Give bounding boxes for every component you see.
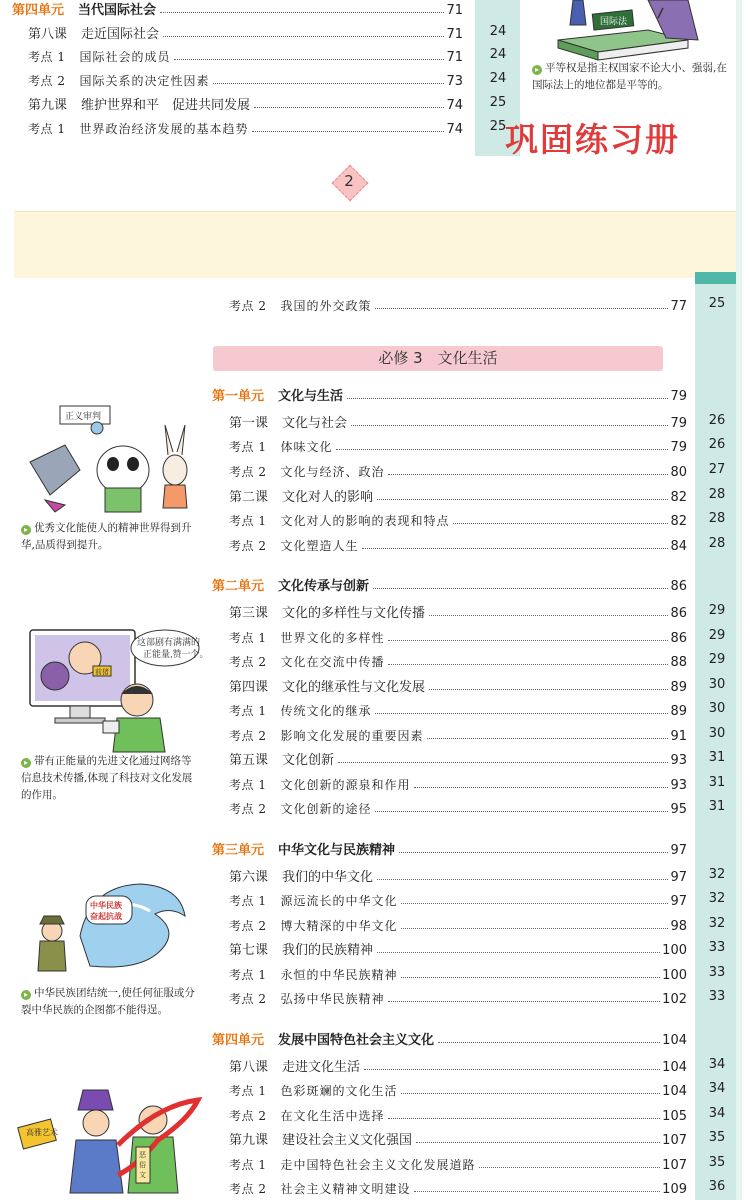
overlay-title: 巩固练习册 xyxy=(505,120,680,159)
toc-label: 考点 2 xyxy=(229,539,267,553)
toc-label: 第一单元 xyxy=(212,389,265,404)
toc-label: 考点 2 xyxy=(229,465,267,479)
toc-title: 文化在交流中传播 xyxy=(280,655,385,669)
top-toc-title: 国际社会的成员 xyxy=(79,50,171,65)
toc-page: 97 xyxy=(670,843,687,858)
svg-text:前猪: 前猪 xyxy=(95,669,109,676)
dot-leader xyxy=(388,1001,660,1002)
dot-leader xyxy=(429,615,668,616)
dot-leader xyxy=(377,952,660,953)
toc-row[interactable] xyxy=(212,1024,687,1048)
toc-title: 文化对人的影响的表现和特点 xyxy=(280,514,450,528)
top-toc-page: 74 xyxy=(446,97,463,113)
top-toc-answer-page: 24 xyxy=(489,47,507,63)
toc-title: 文化创新的途径 xyxy=(280,802,372,816)
toc-label: 第一课 xyxy=(229,416,269,431)
toc-page: 107 xyxy=(662,1133,687,1148)
toc-title: 影响文化发展的重要因素 xyxy=(280,729,424,743)
top-toc-label: 第八课 xyxy=(28,26,68,42)
toc-page: 100 xyxy=(662,943,687,958)
toc-page: 82 xyxy=(670,490,687,505)
toc-label: 考点 2 xyxy=(229,1182,267,1196)
toc-label: 第三单元 xyxy=(212,843,265,858)
toc-answer-page: 34 xyxy=(708,1106,726,1121)
dot-leader xyxy=(427,738,668,739)
toc-label: 第六课 xyxy=(229,870,269,885)
toc-answer-page: 33 xyxy=(708,940,726,955)
toc-row[interactable] xyxy=(229,505,687,529)
toc-label: 考点 1 xyxy=(229,440,267,454)
svg-text:恶: 恶 xyxy=(139,1152,146,1159)
arrow-bullet-icon: ▸ xyxy=(21,758,31,768)
toc-title: 体味文化 xyxy=(280,440,333,454)
arrow-bullet-icon: ▸ xyxy=(21,525,31,535)
toc-answer-page: 34 xyxy=(708,1057,726,1072)
top-toc-page: 73 xyxy=(446,74,463,90)
toc-row[interactable] xyxy=(229,983,687,1007)
dot-leader xyxy=(388,474,668,475)
svg-text:高雅艺术: 高雅艺术 xyxy=(26,1128,58,1137)
wave-resistance-illustration xyxy=(30,876,190,976)
toc-row[interactable] xyxy=(229,1075,687,1099)
toc-label: 考点 1 xyxy=(229,968,267,982)
toc-title: 传统文化的继承 xyxy=(280,704,372,718)
toc-label: 第三课 xyxy=(229,606,269,621)
toc-row[interactable] xyxy=(229,959,687,983)
top-toc-title: 世界政治经济发展的基本趋势 xyxy=(79,121,249,136)
toc-label: 考点 1 xyxy=(229,514,267,528)
top-toc-label: 考点 1 xyxy=(28,50,66,65)
toc-label: 考点 2 xyxy=(229,919,267,933)
toc-page: 104 xyxy=(662,1033,687,1048)
toc-answer-page: 33 xyxy=(708,965,726,980)
section-header: 必修 3 文化生活 xyxy=(213,346,663,371)
dot-leader xyxy=(401,903,668,904)
toc-label: 第五课 xyxy=(229,753,269,768)
toc-label: 考点 1 xyxy=(229,631,267,645)
toc-answer-page: 29 xyxy=(708,603,726,618)
toc-page: 104 xyxy=(662,1060,687,1075)
page-divider-band xyxy=(14,211,736,278)
toc-page: 86 xyxy=(670,631,687,646)
toc-page: 100 xyxy=(662,968,687,983)
toc-label: 考点 1 xyxy=(229,704,267,718)
toc-row[interactable] xyxy=(229,934,687,958)
top-toc-answer-page: 25 xyxy=(489,118,507,134)
toc-page: 109 xyxy=(662,1182,687,1197)
toc-answer-page: 32 xyxy=(708,867,726,882)
toc-title: 建设社会主义文化强国 xyxy=(282,1133,413,1148)
toc-title: 文化创新的源泉和作用 xyxy=(280,778,411,792)
dot-leader xyxy=(377,879,668,880)
toc-page: 82 xyxy=(670,514,687,529)
panda-justice-illustration xyxy=(25,400,200,518)
toc-page: 95 xyxy=(670,802,687,817)
arrow-bullet-icon: ▸ xyxy=(21,990,31,1000)
top-toc-page: 71 xyxy=(446,26,463,42)
dot-leader xyxy=(163,36,444,37)
toc-row[interactable] xyxy=(229,793,687,817)
toc-row[interactable] xyxy=(229,1173,687,1197)
toc-row[interactable] xyxy=(229,530,687,554)
toc-page: 98 xyxy=(670,919,687,934)
dot-leader xyxy=(388,1118,660,1119)
toc-title: 色彩斑斓的文化生活 xyxy=(280,1084,398,1098)
toc-page: 102 xyxy=(662,992,687,1007)
toc-row[interactable] xyxy=(229,861,687,885)
toc-page: 89 xyxy=(670,680,687,695)
dot-leader xyxy=(453,523,668,524)
culture-choice-illustration xyxy=(18,1085,203,1195)
page-number-badge xyxy=(331,164,367,200)
svg-text:中华民族: 中华民族 xyxy=(90,901,122,910)
dot-leader xyxy=(388,664,668,665)
top-toc-page: 71 xyxy=(446,3,463,18)
toc-row[interactable] xyxy=(229,1100,687,1124)
svg-text:正能量,赞一个。: 正能量,赞一个。 xyxy=(143,649,209,659)
illustration-caption-2: ▸ 带有正能量的先进文化通过网络等信息技术传播,体现了科技对文化发展的作用。 xyxy=(21,755,193,801)
computer-positive-energy-illustration xyxy=(25,626,209,752)
dot-leader xyxy=(174,59,444,60)
toc-title: 社会主义精神文明建设 xyxy=(280,1182,411,1196)
toc-label: 第四单元 xyxy=(212,1033,265,1048)
top-toc-title: 走近国际社会 xyxy=(81,26,160,42)
toc-answer-page: 28 xyxy=(708,536,726,551)
top-toc-page: 74 xyxy=(446,121,463,137)
top-toc-row[interactable] xyxy=(28,113,463,137)
toc-row[interactable] xyxy=(229,1051,687,1075)
toc-answer-page: 34 xyxy=(708,1081,726,1096)
toc-answer-page: 33 xyxy=(708,989,726,1004)
continuation-row[interactable]: 考点 2 我国的外交政策 77 xyxy=(229,299,687,314)
international-law-illustration xyxy=(548,0,708,60)
toc-title: 文化与社会 xyxy=(282,416,348,431)
toc-answer-page: 35 xyxy=(708,1155,726,1170)
toc-row[interactable] xyxy=(229,695,687,719)
toc-title: 文化塑造人生 xyxy=(280,539,359,553)
toc-page: 107 xyxy=(662,1158,687,1173)
toc-title: 在文化生活中选择 xyxy=(280,1109,385,1123)
toc-title: 文化的多样性与文化传播 xyxy=(282,606,426,621)
illustration-caption-1: ▸ 优秀文化能使人的精神世界得到升华,品质得到提升。 xyxy=(21,522,192,551)
dot-leader xyxy=(254,107,444,108)
dot-leader xyxy=(479,1167,660,1168)
toc-page: 88 xyxy=(670,655,687,670)
toc-row[interactable] xyxy=(212,834,687,858)
dot-leader xyxy=(252,131,444,132)
top-caption: ▸ 平等权是指主权国家不论大小、强弱,在国际法上的地位都是平等的。 xyxy=(532,62,727,91)
answer-tab xyxy=(695,272,736,284)
top-toc-answer-page: 24 xyxy=(489,71,507,87)
dot-leader xyxy=(347,398,668,399)
top-toc-answer-page: 24 xyxy=(489,23,507,39)
toc-page: 84 xyxy=(670,539,687,554)
toc-title: 源远流长的中华文化 xyxy=(280,894,398,908)
toc-page: 93 xyxy=(670,753,687,768)
toc-answer-page: 32 xyxy=(708,916,726,931)
svg-text:正义审判: 正义审判 xyxy=(65,411,102,421)
dot-leader xyxy=(364,1069,660,1070)
dot-leader xyxy=(373,588,668,589)
dot-leader xyxy=(375,811,668,812)
toc-title: 走进文化生活 xyxy=(282,1060,361,1075)
toc-row[interactable] xyxy=(212,570,687,594)
toc-page: 79 xyxy=(670,416,687,431)
toc-page: 91 xyxy=(670,729,687,744)
dot-leader xyxy=(401,977,660,978)
illustration-caption-3: ▸ 中华民族团结统一,使任何征服或分裂中华民族的企图都不能得逞。 xyxy=(21,987,195,1016)
dot-leader xyxy=(377,499,668,500)
top-toc-label: 第九课 xyxy=(28,97,68,113)
toc-page: 93 xyxy=(670,778,687,793)
toc-title: 文化对人的影响 xyxy=(282,490,374,505)
continuation-num: 25 xyxy=(708,296,726,311)
toc-answer-page: 30 xyxy=(708,677,726,692)
top-toc-label: 考点 1 xyxy=(28,121,66,136)
top-toc-page: 71 xyxy=(446,50,463,66)
toc-row[interactable] xyxy=(229,646,687,670)
toc-label: 考点 2 xyxy=(229,1109,267,1123)
toc-answer-page: 31 xyxy=(708,750,726,765)
toc-answer-page: 32 xyxy=(708,891,726,906)
toc-answer-page: 27 xyxy=(708,462,726,477)
arrow-bullet-icon: ▸ xyxy=(532,65,542,75)
top-toc-title: 当代国际社会 xyxy=(78,3,157,18)
dot-leader xyxy=(438,1042,660,1043)
toc-title: 发展中国特色社会主义文化 xyxy=(278,1033,435,1048)
dot-leader xyxy=(401,928,668,929)
toc-answer-page: 31 xyxy=(708,775,726,790)
toc-label: 考点 2 xyxy=(229,802,267,816)
toc-row[interactable] xyxy=(229,1124,687,1148)
toc-title: 世界文化的多样性 xyxy=(280,631,385,645)
top-toc-label: 第四单元 xyxy=(12,3,65,18)
toc-answer-page: 31 xyxy=(708,799,726,814)
toc-answer-page: 30 xyxy=(708,726,726,741)
toc-label: 第二课 xyxy=(229,490,269,505)
page-number: 2 xyxy=(344,172,354,190)
toc-page: 80 xyxy=(670,465,687,480)
toc-title: 文化传承与创新 xyxy=(278,579,370,594)
toc-answer-page: 36 xyxy=(708,1179,726,1194)
dot-leader xyxy=(213,83,444,84)
dot-leader xyxy=(416,1142,660,1143)
toc-label: 第八课 xyxy=(229,1060,269,1075)
toc-title: 弘扬中华民族精神 xyxy=(280,992,385,1006)
toc-title: 博大精深的中华文化 xyxy=(280,919,398,933)
dot-leader xyxy=(375,713,668,714)
toc-row[interactable] xyxy=(229,597,687,621)
top-toc-answer-page: 25 xyxy=(489,94,507,110)
svg-text:文: 文 xyxy=(139,1172,146,1179)
toc-answer-page: 28 xyxy=(708,487,726,502)
top-toc-row[interactable] xyxy=(28,18,463,42)
toc-label: 考点 2 xyxy=(229,729,267,743)
toc-page: 97 xyxy=(670,894,687,909)
dot-leader xyxy=(388,640,668,641)
dot-leader xyxy=(336,449,668,450)
dot-leader xyxy=(414,787,668,788)
toc-row[interactable] xyxy=(229,885,687,909)
toc-answer-page: 30 xyxy=(708,701,726,716)
svg-text:俗: 俗 xyxy=(139,1162,146,1169)
svg-text:奋起抗战: 奋起抗战 xyxy=(90,912,122,921)
toc-title: 走中国特色社会主义文化发展道路 xyxy=(280,1158,476,1172)
dot-leader xyxy=(401,1093,660,1094)
toc-page: 89 xyxy=(670,704,687,719)
top-toc-row[interactable] xyxy=(28,41,463,65)
top-toc-row[interactable] xyxy=(28,65,463,89)
page-edge xyxy=(736,0,742,1200)
dot-leader xyxy=(414,1191,660,1192)
book-label: 国际法 xyxy=(600,16,628,26)
toc-row[interactable] xyxy=(229,622,687,646)
toc-label: 考点 1 xyxy=(229,1084,267,1098)
toc-row[interactable] xyxy=(229,481,687,505)
toc-row[interactable] xyxy=(229,431,687,455)
toc-page: 97 xyxy=(670,870,687,885)
toc-title: 永恒的中华民族精神 xyxy=(280,968,398,982)
toc-answer-page: 26 xyxy=(708,413,726,428)
toc-answer-page: 26 xyxy=(708,437,726,452)
toc-answer-page: 29 xyxy=(708,652,726,667)
top-toc-title: 国际关系的决定性因素 xyxy=(79,74,210,89)
toc-label: 考点 1 xyxy=(229,1158,267,1172)
dot-leader xyxy=(429,689,668,690)
toc-title: 文化创新 xyxy=(282,753,335,768)
toc-label: 考点 2 xyxy=(229,655,267,669)
toc-answer-page: 35 xyxy=(708,1130,726,1145)
top-toc-label: 考点 2 xyxy=(28,74,66,89)
toc-label: 第七课 xyxy=(229,943,269,958)
toc-title: 我们的民族精神 xyxy=(282,943,374,958)
toc-page: 86 xyxy=(670,579,687,594)
toc-label: 考点 1 xyxy=(229,778,267,792)
toc-title: 我们的中华文化 xyxy=(282,870,374,885)
dot-leader xyxy=(338,762,668,763)
toc-title: 文化与经济、政治 xyxy=(280,465,385,479)
toc-page: 105 xyxy=(662,1109,687,1124)
toc-row[interactable] xyxy=(229,769,687,793)
toc-row[interactable] xyxy=(229,671,687,695)
toc-label: 第二单元 xyxy=(212,579,265,594)
toc-row[interactable] xyxy=(229,407,687,431)
toc-title: 文化的继承性与文化发展 xyxy=(282,680,426,695)
toc-page: 104 xyxy=(662,1084,687,1099)
toc-label: 考点 1 xyxy=(229,894,267,908)
toc-title: 文化与生活 xyxy=(278,389,344,404)
toc-row[interactable] xyxy=(229,456,687,480)
toc-answer-page: 29 xyxy=(708,628,726,643)
toc-row[interactable] xyxy=(229,744,687,768)
toc-label: 第九课 xyxy=(229,1133,269,1148)
top-toc-row[interactable] xyxy=(28,89,463,113)
top-toc-title: 维护世界和平 促进共同发展 xyxy=(81,97,251,113)
toc-row[interactable] xyxy=(229,1149,687,1173)
toc-row[interactable] xyxy=(229,720,687,744)
toc-page: 79 xyxy=(670,440,687,455)
dot-leader xyxy=(399,852,668,853)
toc-page: 86 xyxy=(670,606,687,621)
toc-page: 79 xyxy=(670,389,687,404)
toc-title: 中华文化与民族精神 xyxy=(278,843,396,858)
dot-leader xyxy=(362,548,668,549)
toc-row[interactable] xyxy=(229,910,687,934)
dot-leader xyxy=(351,425,668,426)
toc-label: 考点 2 xyxy=(229,992,267,1006)
toc-answer-page: 28 xyxy=(708,511,726,526)
svg-text:这部剧有满满的: 这部剧有满满的 xyxy=(137,637,201,647)
dot-leader xyxy=(160,12,444,13)
toc-label: 第四课 xyxy=(229,680,269,695)
toc-row[interactable] xyxy=(212,380,687,404)
top-toc-row[interactable] xyxy=(12,0,463,18)
